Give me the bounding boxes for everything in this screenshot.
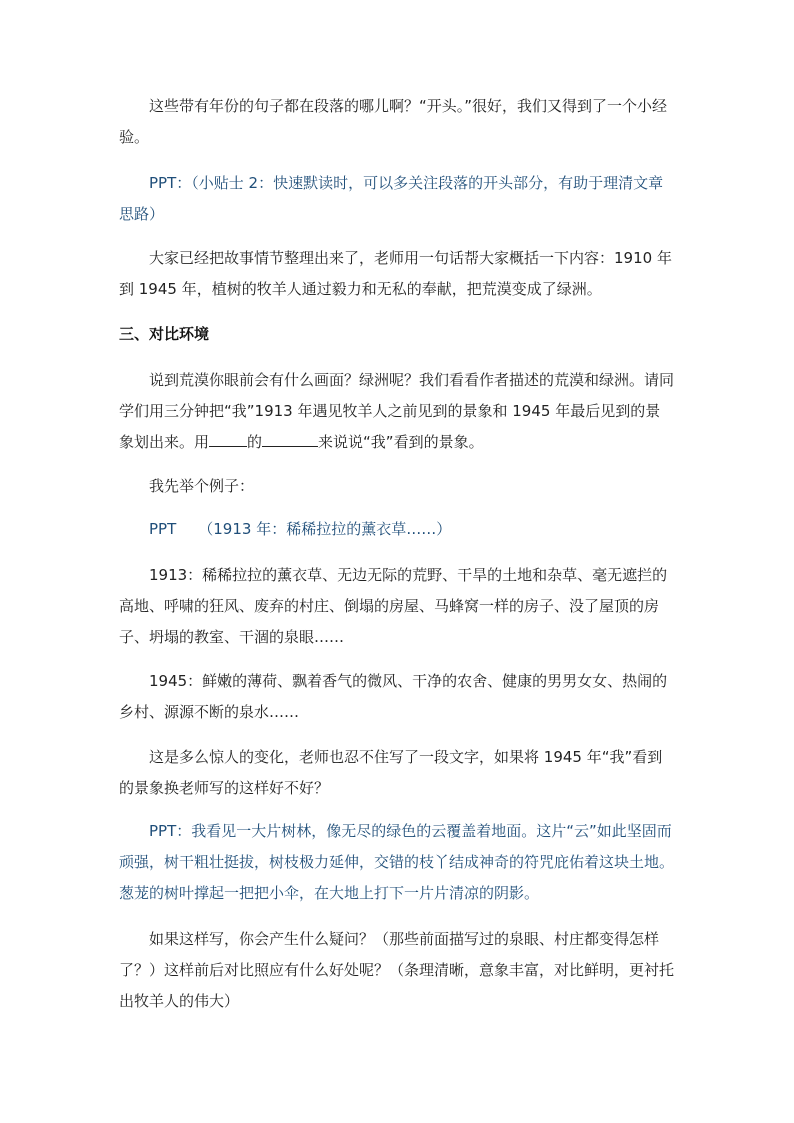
task-text-part-3: 来说说“我”看到的景象。	[318, 433, 484, 451]
paragraph-desert-oasis-task	[119, 365, 675, 458]
paragraph-ppt-1913	[119, 514, 675, 545]
paragraph-1913-scene: 1913：稀稀拉拉的薰衣草、无边无际的荒野、干旱的土地和杂草、毫无遮拦的高地、呼啸的狂风、废弃的村庄、倒塌的房屋、马蜂窝一样的房子、没了屋顶的房子、坍塌的教室、干涸的泉眼……	[119, 566, 668, 646]
paragraph-teacher-rewrite-question: 这是多么惊人的变化，老师也忍不住写了一段文字，如果将 1945 年“我”看到的景象换老师写的这样好不好？	[119, 748, 663, 797]
section-heading-contrast-environment: 三、对比环境	[119, 325, 210, 343]
paragraph-contrast-discussion: 如果这样写，你会产生什么疑问？（那些前面描写过的泉眼、村庄都变得怎样了？）这样前后对比照应有什么好处呢？（条理清晰，意象丰富，对比鲜明，更衬托出牧羊人的伟大）	[119, 930, 675, 1010]
paragraph-ppt-forest-description: PPT：我看见一大片树林，像无尽的绿色的云覆盖着地面。这片“云”如此坚固而顽强，树干粗壮挺拔，树枝极力延伸，交错的枝丫结成神奇的符咒庇佑着这块土地。葱茏的树叶撑起一把把小伞，在大地上打下一片片清凉的阴影。	[119, 822, 675, 902]
paragraph-1945-scene: 1945：鲜嫩的薄荷、飘着香气的微风、干净的农舍、健康的男男女女、热闹的乡村、源源不断的泉水……	[119, 672, 668, 721]
paragraph-example-intro: 我先举个例子：	[149, 477, 255, 495]
ppt-1913-text: （1913 年：稀稀拉拉的薰衣草……）	[198, 520, 452, 538]
paragraph-opening-experience: 这些带有年份的句子都在段落的哪儿啊？“开头。”很好，我们又得到了一个小经验。	[119, 97, 668, 146]
paragraph-ppt-tip-2: PPT：（小贴士 2：快速默读时，可以多关注段落的开头部分，有助于理清文章思路）	[119, 174, 664, 223]
fill-blank-2	[262, 445, 318, 447]
paragraph-story-summary: 大家已经把故事情节整理出来了，老师用一句话帮大家概括一下内容：1910 年到 1945 年，植树的牧羊人通过毅力和无私的奉献，把荒漠变成了绿洲。	[119, 249, 672, 298]
ppt-label: PPT	[149, 520, 177, 538]
task-text-part-2: 的	[247, 433, 263, 451]
fill-blank-1	[209, 445, 247, 447]
task-text-part-1: 说到荒漠你眼前会有什么画面？绿洲呢？我们看看作者描述的荒漠和绿洲。请同学们用三分钟把“我”1913 年遇见牧羊人之前见到的景象和 1945 年最后见到的景象划出来。用	[119, 371, 675, 451]
